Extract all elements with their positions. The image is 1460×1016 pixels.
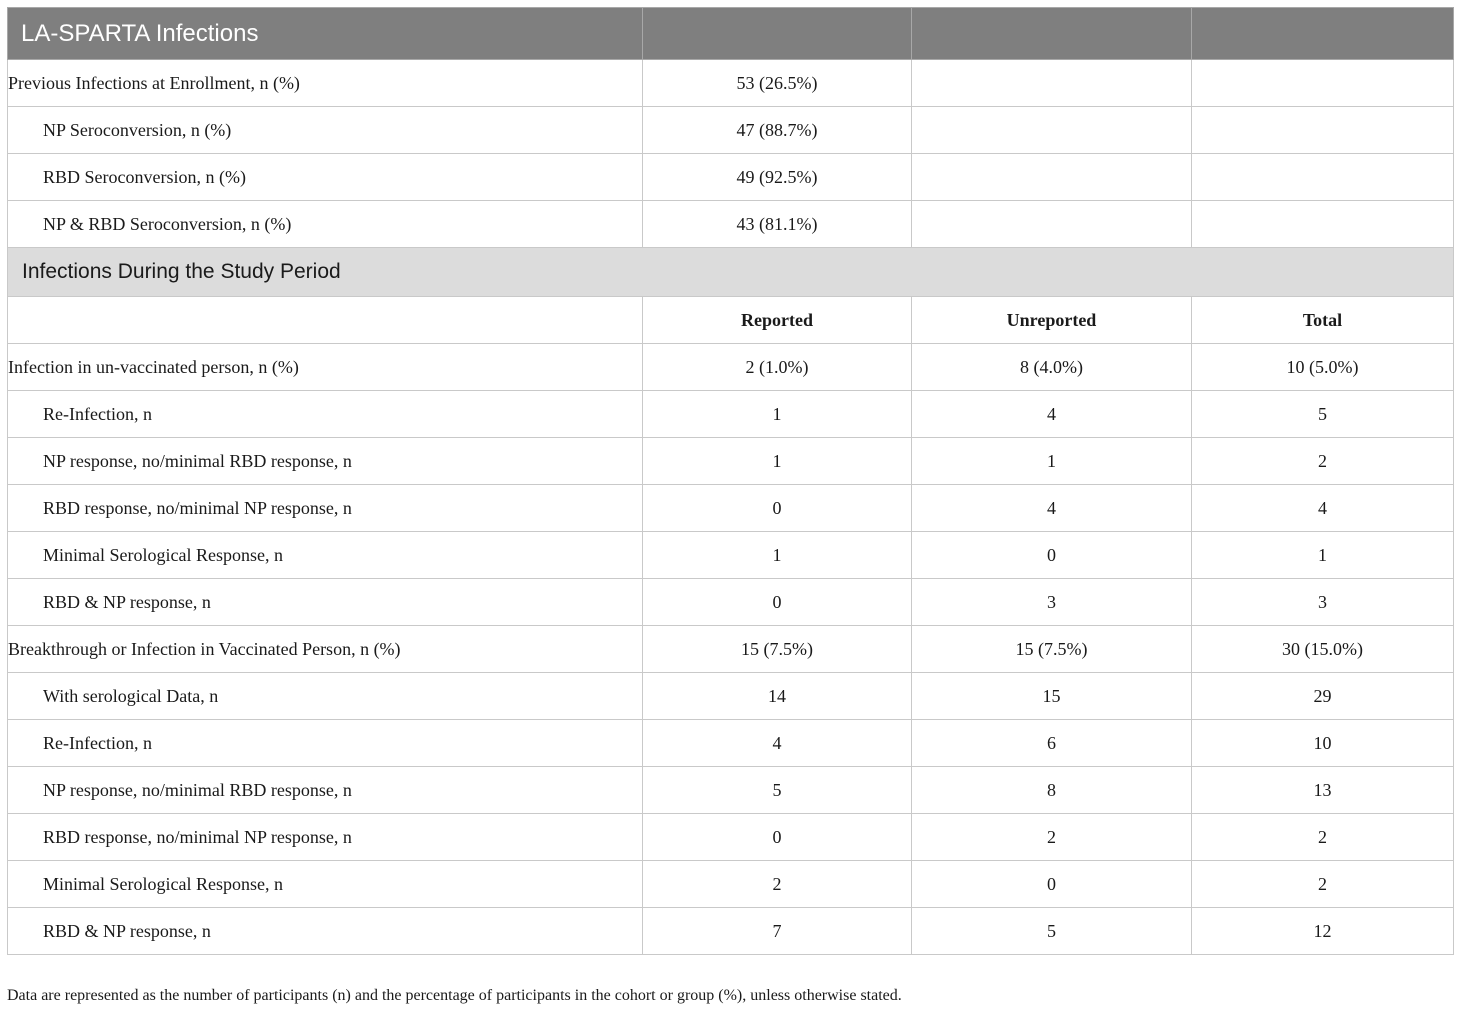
cell-unreported: 5 [912,908,1192,955]
cell-total: 3 [1192,579,1454,626]
row-value: 47 (88.7%) [643,107,912,154]
cell-unreported: 2 [912,814,1192,861]
row-label: RBD response, no/minimal NP response, n [8,814,643,861]
title-blank-cell [1192,8,1454,60]
study-row [8,767,1454,814]
row-label: Minimal Serological Response, n [8,532,643,579]
cell-total: 2 [1192,438,1454,485]
cell-total: 12 [1192,908,1454,955]
cell-unreported: 15 (7.5%) [912,626,1192,673]
study-row [8,344,1454,391]
study-row [8,861,1454,908]
blank-cell [1192,107,1454,154]
cell-reported: 15 (7.5%) [643,626,912,673]
blank-cell [1192,60,1454,107]
blank-cell [912,154,1192,201]
row-label: RBD & NP response, n [8,579,643,626]
cell-unreported: 3 [912,579,1192,626]
row-value: 53 (26.5%) [643,60,912,107]
study-row [8,438,1454,485]
blank-cell [1192,201,1454,248]
cell-reported: 1 [643,391,912,438]
blank-cell [912,201,1192,248]
study-row [8,908,1454,955]
cell-total: 2 [1192,814,1454,861]
blank-cell [912,60,1192,107]
cell-reported: 5 [643,767,912,814]
cell-total: 30 (15.0%) [1192,626,1454,673]
row-label: Previous Infections at Enrollment, n (%) [8,60,643,107]
row-value: 43 (81.1%) [643,201,912,248]
column-header-total: Total [1192,297,1454,344]
cell-unreported: 8 [912,767,1192,814]
study-row [8,673,1454,720]
row-label: With serological Data, n [8,673,643,720]
row-label: NP response, no/minimal RBD response, n [8,767,643,814]
infections-table [7,7,1454,955]
row-value: 49 (92.5%) [643,154,912,201]
cell-reported: 1 [643,532,912,579]
cell-unreported: 0 [912,861,1192,908]
study-row [8,485,1454,532]
row-label: RBD & NP response, n [8,908,643,955]
cell-total: 4 [1192,485,1454,532]
cell-unreported: 15 [912,673,1192,720]
cell-unreported: 4 [912,391,1192,438]
study-row [8,720,1454,767]
row-label: RBD response, no/minimal NP response, n [8,485,643,532]
blank-cell [8,297,643,344]
table-body [8,8,1454,955]
cell-unreported: 8 (4.0%) [912,344,1192,391]
column-header-row [8,297,1454,344]
section-header-row [8,248,1454,297]
row-label: Re-Infection, n [8,720,643,767]
row-label: NP & RBD Seroconversion, n (%) [8,201,643,248]
row-label: RBD Seroconversion, n (%) [8,154,643,201]
cell-unreported: 4 [912,485,1192,532]
study-row [8,814,1454,861]
enrollment-row [8,154,1454,201]
cell-reported: 0 [643,579,912,626]
study-row [8,391,1454,438]
row-label: Infection in un-vaccinated person, n (%) [8,344,643,391]
table-title: LA-SPARTA Infections [8,8,643,60]
cell-unreported: 6 [912,720,1192,767]
cell-reported: 14 [643,673,912,720]
cell-total: 10 [1192,720,1454,767]
cell-unreported: 1 [912,438,1192,485]
cell-total: 2 [1192,861,1454,908]
title-blank-cell [912,8,1192,60]
column-header-reported: Reported [643,297,912,344]
enrollment-row [8,201,1454,248]
title-blank-cell [643,8,912,60]
row-label: Minimal Serological Response, n [8,861,643,908]
enrollment-row [8,60,1454,107]
table-title-row [8,8,1454,60]
row-label: Breakthrough or Infection in Vaccinated Person, n (%) [8,626,643,673]
cell-reported: 2 [643,861,912,908]
cell-unreported: 0 [912,532,1192,579]
row-label: NP Seroconversion, n (%) [8,107,643,154]
row-label: Re-Infection, n [8,391,643,438]
cell-total: 1 [1192,532,1454,579]
section-title: Infections During the Study Period [8,248,1454,297]
cell-reported: 1 [643,438,912,485]
cell-reported: 4 [643,720,912,767]
cell-total: 10 (5.0%) [1192,344,1454,391]
cell-reported: 0 [643,814,912,861]
cell-total: 5 [1192,391,1454,438]
cell-reported: 0 [643,485,912,532]
study-row [8,579,1454,626]
blank-cell [1192,154,1454,201]
cell-reported: 7 [643,908,912,955]
study-row [8,626,1454,673]
cell-total: 29 [1192,673,1454,720]
cell-total: 13 [1192,767,1454,814]
table-footnote: Data are represented as the number of participants (n) and the percentage of participants in the cohort or group (%), unless otherwise stated. [7,987,902,1004]
enrollment-row [8,107,1454,154]
row-label: NP response, no/minimal RBD response, n [8,438,643,485]
column-header-unreported: Unreported [912,297,1192,344]
blank-cell [912,107,1192,154]
study-row [8,532,1454,579]
cell-reported: 2 (1.0%) [643,344,912,391]
